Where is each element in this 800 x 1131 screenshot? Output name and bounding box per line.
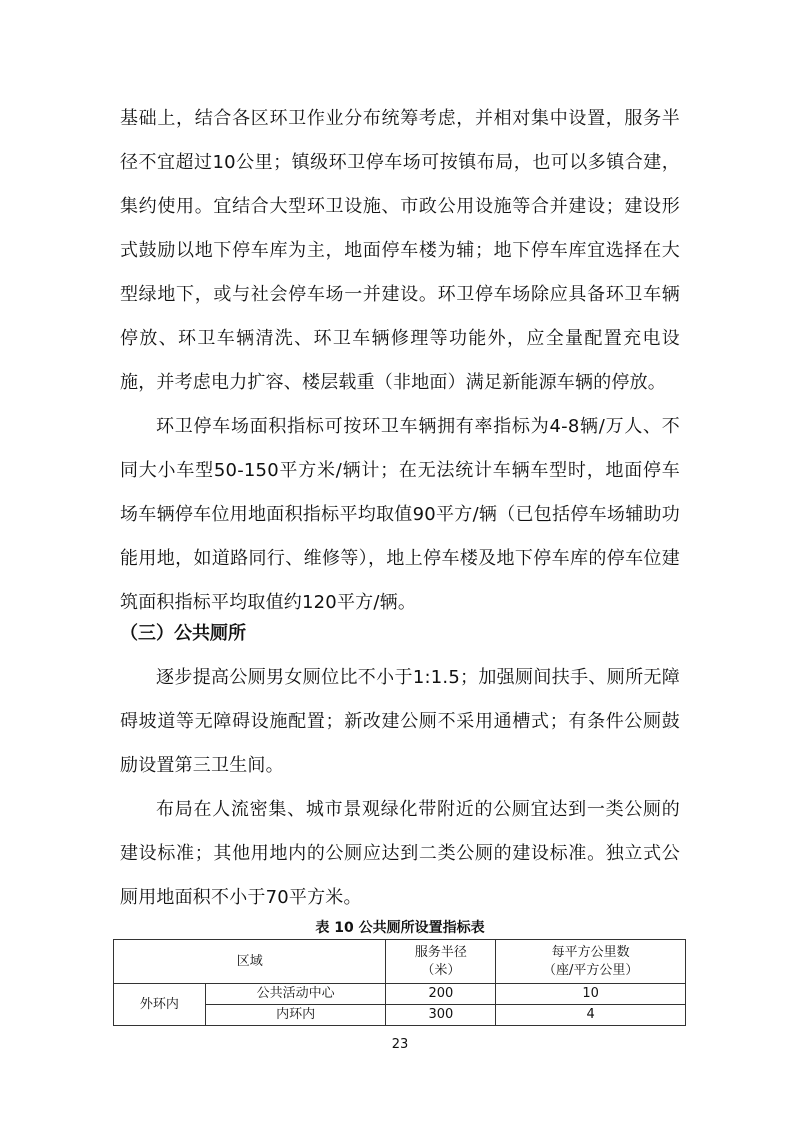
toilet-index-table — [113, 939, 686, 1026]
group-label: 外环内 — [114, 984, 206, 1026]
header-radius-title: 服务半径 — [414, 944, 467, 960]
header-radius — [386, 940, 496, 984]
row-area: 内环内 — [205, 1005, 386, 1026]
section-heading: （三）公共厕所 — [120, 623, 246, 644]
row-density: 4 — [496, 1005, 686, 1026]
paragraph-parking-siting: 基础上，结合各区环卫作业分布统筹考虑，并相对集中设置，服务半径不宜超过10公里；镇级环卫停车场可按镇布局，也可以多镇合建，集约使用。宜结合大型环卫设施、市政公用设施等合并建设；建设形式鼓励以地下停车库为主，地面停车楼为辅；地下停车库宜选择在大型绿地下，或与社会停车场一并建设。环卫停车场除应具备环卫车辆停放、环卫车辆清洗、环卫车辆修理等功能外，应全量配置充电设施，并考虑电力扩容、楼层载重（非地面）满足新能源车辆的停放。 — [120, 108, 680, 393]
table-caption: 表 10 公共厕所设置指标表 — [315, 920, 485, 936]
row-radius: 300 — [386, 1005, 496, 1026]
header-density-title: 每平方公里数 — [551, 944, 630, 960]
table-row — [114, 984, 686, 1005]
paragraph-toilet-ratio: 逐步提高公厕男女厕位比不小于1:1.5；加强厕间扶手、厕所无障碍坡道等无障碍设施配置；新改建公厕不采用通槽式；有条件公厕鼓励设置第三卫生间。 — [120, 667, 680, 776]
row-density: 10 — [496, 984, 686, 1005]
header-density-unit: （座/平方公里） — [542, 962, 639, 978]
page-number: 23 — [391, 1037, 409, 1052]
header-region: 区域 — [114, 940, 386, 984]
header-density — [496, 940, 686, 984]
table-header-row — [114, 940, 686, 984]
row-area: 公共活动中心 — [205, 984, 386, 1005]
paragraph-parking-area: 环卫停车场面积指标可按环卫车辆拥有率指标为4-8辆/万人、不同大小车型50-150平方米/辆计；在无法统计车辆车型时，地面停车场车辆停车位用地面积指标平均取值90平方/辆（已包括停车场辅助功能用地，如道路同行、维修等），地上停车楼及地下停车库的停车位建筑面积指标平均取值约120平方/辆。 — [120, 416, 680, 613]
header-radius-unit: （米） — [421, 962, 461, 978]
row-radius: 200 — [386, 984, 496, 1005]
paragraph-toilet-standard: 布局在人流密集、城市景观绿化带附近的公厕宜达到一类公厕的建设标准；其他用地内的公厕应达到二类公厕的建设标准。独立式公厕用地面积不小于70平方米。 — [120, 799, 680, 908]
